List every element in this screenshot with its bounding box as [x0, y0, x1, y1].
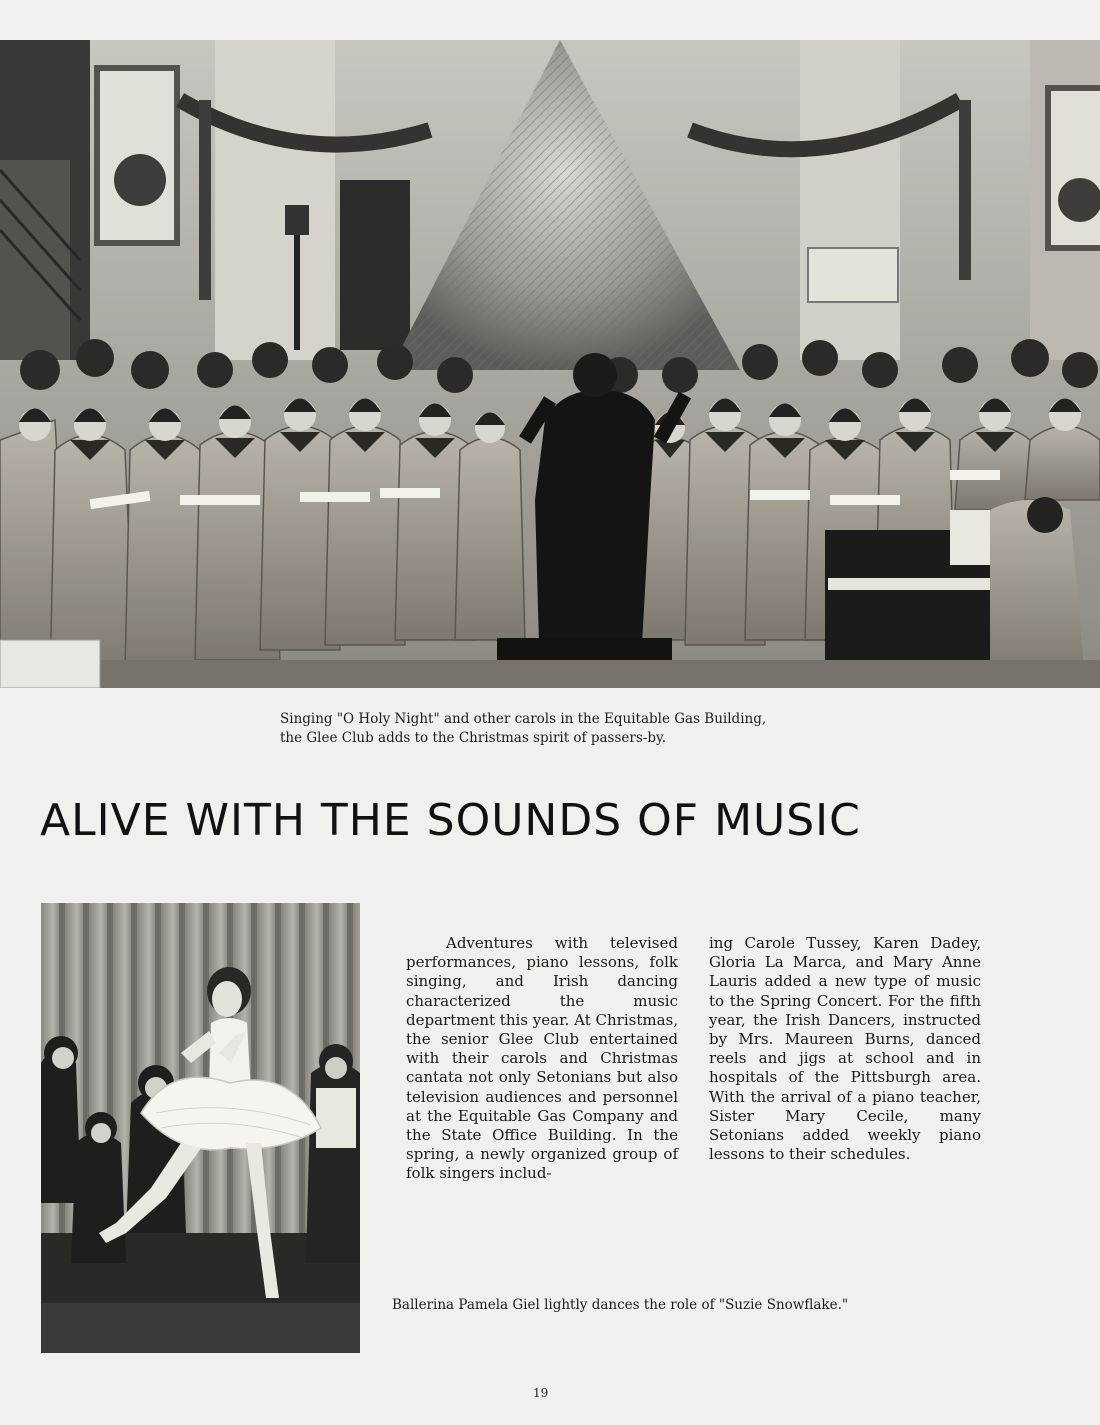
- bottom-photo-caption: Ballerina Pamela Giel lightly dances the role of "Suzie Snowflake.": [392, 1297, 849, 1313]
- page-headline: ALIVE WITH THE SOUNDS OF MUSIC: [40, 795, 861, 846]
- ballerina-photo: [41, 903, 360, 1353]
- glee-club-photo: [0, 40, 1100, 688]
- page-number: 19: [533, 1386, 549, 1400]
- top-photo-caption: [280, 710, 840, 748]
- top-caption-line-1: Singing "O Holy Night" and other carols in the Equitable Gas Building,: [280, 711, 767, 727]
- article-column-2: ing Carole Tussey, Karen Dadey, Gloria La Marca, and Mary Anne Lauris added a new type of music to the Spring Concert. For the fifth year, the Irish Dancers, instructed by Mrs. Maureen Burns, danced reels and jigs at school and in hospitals of the Pittsburgh area. With the arrival of a piano teacher, Sister Mary Cecile, many Setonians added weekly piano lessons to their schedules.: [709, 934, 981, 1164]
- ballerina-photo-drawing: [41, 903, 360, 1353]
- glee-club-photo-drawing: [0, 40, 1100, 688]
- article-column-1: Adventures with televised performances, piano lessons, folk singing, and Irish dancing characterized the music department this year. At Christmas, the senior Glee Club entertained with their carols and Christmas cantata not only Setonians but also television audiences and personnel at the Equitable Gas Company and the State Office Building. In the spring, a newly organized group of folk singers includ-: [406, 934, 678, 1183]
- top-caption-line-2: the Glee Club adds to the Christmas spirit of passers-by.: [280, 730, 667, 746]
